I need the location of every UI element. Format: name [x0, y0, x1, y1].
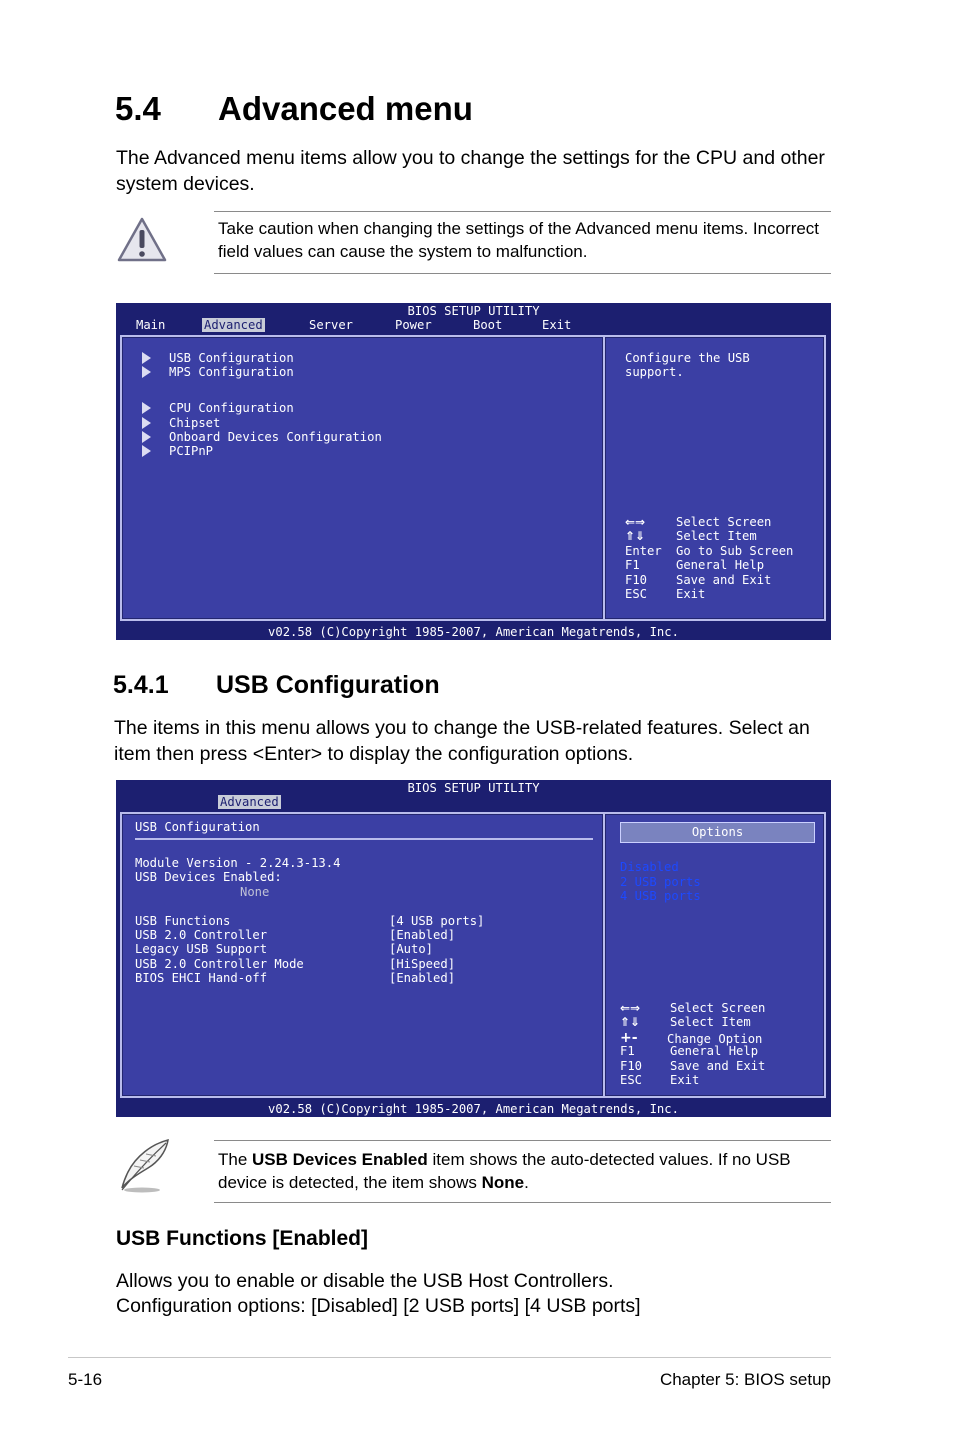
key-help-action: Exit: [670, 1073, 700, 1087]
subsection-heading: [113, 671, 440, 700]
tab-boot[interactable]: Boot: [473, 318, 503, 332]
bios-usb-screen: [116, 780, 831, 1117]
submenu-arrow-icon: [142, 431, 151, 443]
caution-bottom-rule: [214, 273, 831, 274]
setting-value[interactable]: [HiSpeed]: [389, 957, 456, 971]
setting-name[interactable]: BIOS EHCI Hand-off: [135, 971, 268, 985]
help-text-line: support.: [625, 365, 684, 379]
note-top-rule: [214, 1140, 831, 1141]
caution-text: Take caution when changing the settings of the Advanced menu items. Incorrect field values can cause the system to malfunction.: [218, 219, 820, 261]
key-help-action: Select Item: [676, 529, 757, 543]
submenu-arrow-icon: [142, 366, 151, 378]
setting-name[interactable]: USB 2.0 Controller: [135, 928, 268, 942]
heading-divider: [135, 838, 593, 840]
key-help-action: General Help: [676, 558, 765, 572]
plus-minus-icon: +-: [620, 1030, 638, 1046]
key-help-key: F10: [625, 573, 648, 587]
setting-name[interactable]: USB 2.0 Controller Mode: [135, 957, 304, 971]
subsection-number: 5.4.1: [113, 671, 169, 699]
note-text-post: .: [524, 1173, 529, 1192]
note-bold-usb-devices: USB Devices Enabled: [252, 1150, 428, 1169]
note-text-mid: item shows the auto-detected values. If no USB device is detected, the item shows: [218, 1150, 791, 1192]
submenu-arrow-icon: [142, 402, 151, 414]
submenu-arrow-icon: [142, 417, 151, 429]
submenu-arrow-icon: [142, 352, 151, 364]
tab-advanced[interactable]: Advanced: [220, 795, 279, 809]
usb-devices-label: USB Devices Enabled:: [135, 870, 282, 884]
bios-title: BIOS SETUP UTILITY: [407, 781, 540, 795]
usb-devices-value: None: [240, 885, 270, 899]
tab-power[interactable]: Power: [395, 318, 432, 332]
note-bottom-rule: [214, 1202, 831, 1203]
key-help-key: F1: [620, 1044, 635, 1058]
menu-item-usb-configuration[interactable]: USB Configuration: [169, 351, 294, 365]
setting-value[interactable]: [Enabled]: [389, 971, 456, 985]
page-number: 5-16: [68, 1370, 103, 1389]
note-text-pre: The: [218, 1150, 253, 1169]
key-help-key: F1: [625, 558, 640, 572]
submenu-arrow-icon: [142, 445, 151, 457]
menu-item-pcipnp[interactable]: PCIPnP: [169, 444, 214, 458]
left-right-arrows-icon: ⇐⇒: [625, 515, 646, 529]
options-title: Options: [620, 822, 815, 843]
screen-heading: USB Configuration: [135, 820, 260, 834]
bios-help-panel: [603, 812, 826, 1098]
section-intro: The Advanced menu items allow you to change the settings for the CPU and other system devices.: [116, 147, 825, 195]
key-help-action: Select Screen: [670, 1001, 766, 1015]
tab-advanced[interactable]: Advanced: [204, 318, 263, 332]
menu-item-mps-configuration[interactable]: MPS Configuration: [169, 365, 294, 379]
chapter-label: Chapter 5: BIOS setup: [659, 1370, 831, 1389]
module-version: Module Version - 2.24.3-13.4: [135, 856, 341, 870]
key-help-action: Change Option: [667, 1032, 763, 1046]
tab-main[interactable]: Main: [136, 318, 166, 332]
caution-top-rule: [214, 211, 831, 212]
key-help-key: ESC: [620, 1073, 643, 1087]
setting-value[interactable]: [Enabled]: [389, 928, 456, 942]
note-text: [218, 1148, 830, 1194]
help-text-line: Configure the USB: [625, 351, 750, 365]
key-help-action: General Help: [670, 1044, 759, 1058]
setting-name[interactable]: USB Functions: [135, 914, 231, 928]
key-help-action: Exit: [676, 587, 706, 601]
key-help-key: Enter: [625, 544, 662, 558]
bios-copyright: v02.58 (C)Copyright 1985-2007, American Megatrends, Inc.: [268, 1102, 679, 1116]
option-item[interactable]: 4 USB ports: [620, 889, 701, 903]
usb-functions-desc: Allows you to enable or disable the USB Host Controllers.: [116, 1270, 614, 1292]
key-help-key: F10: [620, 1059, 643, 1073]
feather-pen-icon: [114, 1138, 172, 1194]
bios-copyright: v02.58 (C)Copyright 1985-2007, American Megatrends, Inc.: [268, 625, 679, 639]
section-heading: [115, 90, 473, 128]
menu-item-cpu-configuration[interactable]: CPU Configuration: [169, 401, 294, 415]
key-help-action: Select Screen: [676, 515, 772, 529]
key-help-action: Save and Exit: [670, 1059, 766, 1073]
menu-item-chipset[interactable]: Chipset: [169, 416, 221, 430]
setting-value[interactable]: [Auto]: [389, 942, 434, 956]
setting-name[interactable]: Legacy USB Support: [135, 942, 268, 956]
section-title: Advanced menu: [218, 90, 473, 127]
bios-advanced-screen: [116, 303, 831, 640]
subsection-title: USB Configuration: [216, 671, 440, 699]
left-right-arrows-icon: ⇐⇒: [620, 1001, 641, 1015]
usb-functions-heading: USB Functions [Enabled]: [116, 1227, 368, 1250]
option-item[interactable]: 2 USB ports: [620, 875, 701, 889]
tab-server[interactable]: Server: [309, 318, 354, 332]
note-bold-none: None: [481, 1173, 525, 1192]
subsection-intro: The items in this menu allows you to change the USB-related features. Select an item then press <Enter> to display the configuration options.: [114, 717, 810, 765]
footer-rule: [68, 1357, 831, 1358]
up-down-arrows-icon: ⇑⇓: [620, 1015, 641, 1029]
bios-title: BIOS SETUP UTILITY: [407, 304, 540, 318]
bios-help-panel: [603, 335, 826, 621]
bios-main-panel: [120, 812, 605, 1098]
section-number: 5.4: [115, 90, 161, 127]
tab-exit[interactable]: Exit: [542, 318, 572, 332]
usb-functions-options: Configuration options: [Disabled] [2 USB ports] [4 USB ports]: [116, 1295, 641, 1317]
key-help-action: Save and Exit: [676, 573, 772, 587]
warning-icon: [116, 216, 168, 264]
option-item[interactable]: Disabled: [620, 860, 679, 874]
key-help-key: ESC: [625, 587, 648, 601]
key-help-action: Select Item: [670, 1015, 751, 1029]
up-down-arrows-icon: ⇑⇓: [625, 529, 646, 543]
key-help-action: Go to Sub Screen: [676, 544, 794, 558]
menu-item-onboard-devices[interactable]: Onboard Devices Configuration: [169, 430, 382, 444]
bios-main-panel: [120, 335, 605, 621]
setting-value[interactable]: [4 USB ports]: [389, 914, 485, 928]
